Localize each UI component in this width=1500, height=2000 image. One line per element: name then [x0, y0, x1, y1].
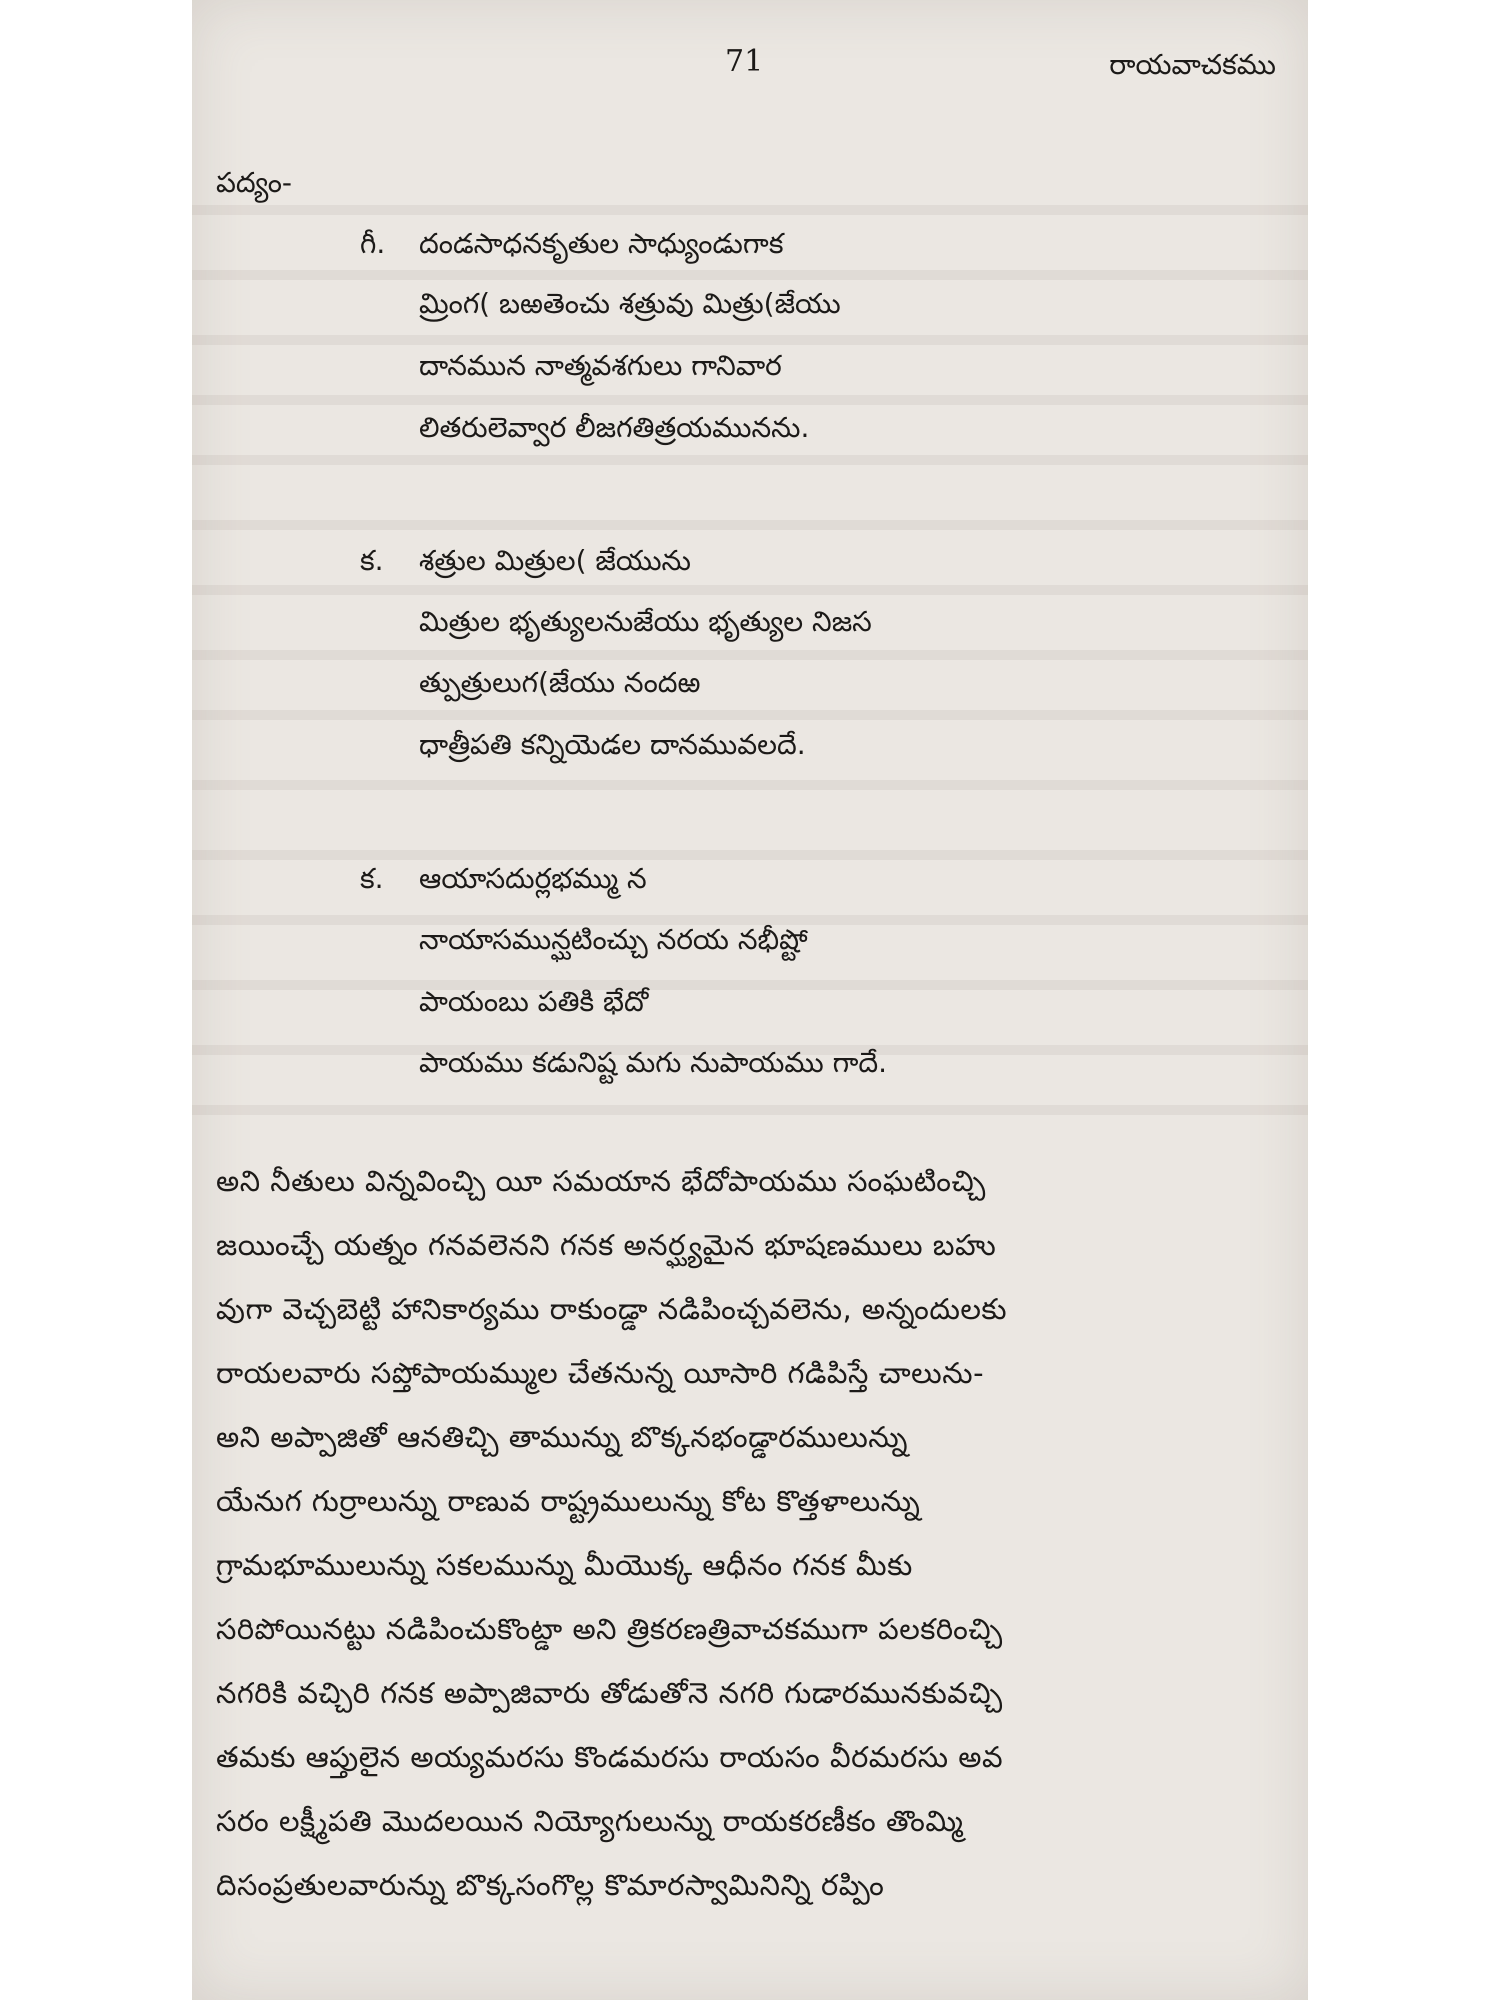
prose-line: వుగా వెచ్చబెట్టి హానికార్యము రాకుండ్డా నడిపించ్చవలెను, అన్నందులకు [216, 1292, 1008, 1326]
bleed-through-line [192, 710, 1308, 720]
prose-line: రాయలవారు సప్తోపాయమ్ముల చేతనున్న యీసారి గడిపిస్తే చాలును- [216, 1356, 985, 1390]
poem-line: దండసాధనకృతుల సాధ్యుండుగాక [419, 227, 784, 260]
bleed-through-line [192, 980, 1308, 990]
bleed-through-line [192, 650, 1308, 660]
poem-line: మిత్రుల భృత్యులనుజేయు భృత్యుల నిజస [419, 605, 872, 638]
poem-meter: క. [360, 862, 384, 895]
prose-line: సరం లక్ష్మీపతి మొదలయిన నియ్యోగులున్ను రాయకరణీకం తొంమ్మి [216, 1804, 964, 1838]
bleed-through-line [192, 270, 1308, 280]
prose-line: నగరికి వచ్చిరి గనక అప్పాజివారు తోడుతోనె నగరి గుడారమునకువచ్చి [216, 1676, 1003, 1710]
verse-label: పద్యం- [216, 166, 292, 199]
prose-line: జయించ్చే యత్నం గనవలెనని గనక అనర్ఘ్యమైన భూషణములు బహు [216, 1228, 997, 1262]
page-number: 71 [725, 44, 764, 79]
bleed-through-line [192, 1105, 1308, 1115]
book-page [192, 0, 1308, 2000]
prose-line: అని అప్పాజితో ఆనతిచ్చి తామున్ను బొక్కనభండ్డారములున్ను [216, 1420, 908, 1454]
prose-line: యేనుగ గుర్రాలున్ను రాణువ రాష్ట్రములున్ను కోట కొత్తళాలున్ను [216, 1484, 921, 1518]
bleed-through-line [192, 520, 1308, 530]
poem-line: పాయము కడునిష్ట మగు నుపాయము గాదే. [419, 1046, 888, 1079]
poem-line: మ్రింగ( బఱతెంచు శత్రువు మిత్రు(జేయు [419, 287, 841, 320]
prose-line: సరిపోయినట్టు నడిపించుకొంట్డా అని త్రికరణత్రివాచకముగా పలకరించ్చి [216, 1612, 1003, 1646]
prose-line: గ్రామభూములున్ను సకలమున్ను మీయొక్క ఆధీనం గనక మీకు [216, 1548, 913, 1582]
prose-line: తమకు ఆప్తులైన అయ్యమరసు కొండమరసు రాయసం వీరమరసు అవ [216, 1740, 1004, 1774]
bleed-through-line [192, 850, 1308, 860]
poem-line: ధాత్రీపతి కన్నియెడల దానమువలదే. [419, 728, 806, 761]
bleed-through-line [192, 455, 1308, 465]
bleed-through-line [192, 395, 1308, 405]
poem-meter: క. [360, 544, 384, 577]
running-title: రాయవాచకము [1109, 48, 1276, 81]
poem-line: పాయంబు పతికి భేదో [419, 985, 649, 1018]
poem-line: లితరులెవ్వార లీజగతిత్రయమునను. [419, 411, 810, 444]
bleed-through-line [192, 780, 1308, 790]
bleed-through-line [192, 335, 1308, 345]
poem-line: నాయాసమున్ఘటించ్చు నరయ నభీష్టో [419, 923, 808, 956]
prose-line: అని నీతులు విన్నవించ్చి యీ సమయాన భేదోపాయము సంఘటించ్చి [216, 1164, 986, 1198]
prose-line: దిసంప్రతులవారున్ను బొక్కసంగొల్ల కొమారస్వామినిన్ని రప్పిం [216, 1868, 885, 1902]
bleed-through-line [192, 585, 1308, 595]
poem-line: ఆయాసదుర్లభమ్ము న [419, 862, 647, 895]
poem-meter: గీ. [360, 227, 386, 260]
poem-line: దానమున నాత్మవశగులు గానివార [419, 349, 782, 382]
poem-line: శత్రుల మిత్రుల( జేయును [419, 544, 691, 577]
bleed-through-line [192, 205, 1308, 215]
poem-line: త్పుత్రులుగ(జేయు నందఱ [419, 666, 701, 699]
